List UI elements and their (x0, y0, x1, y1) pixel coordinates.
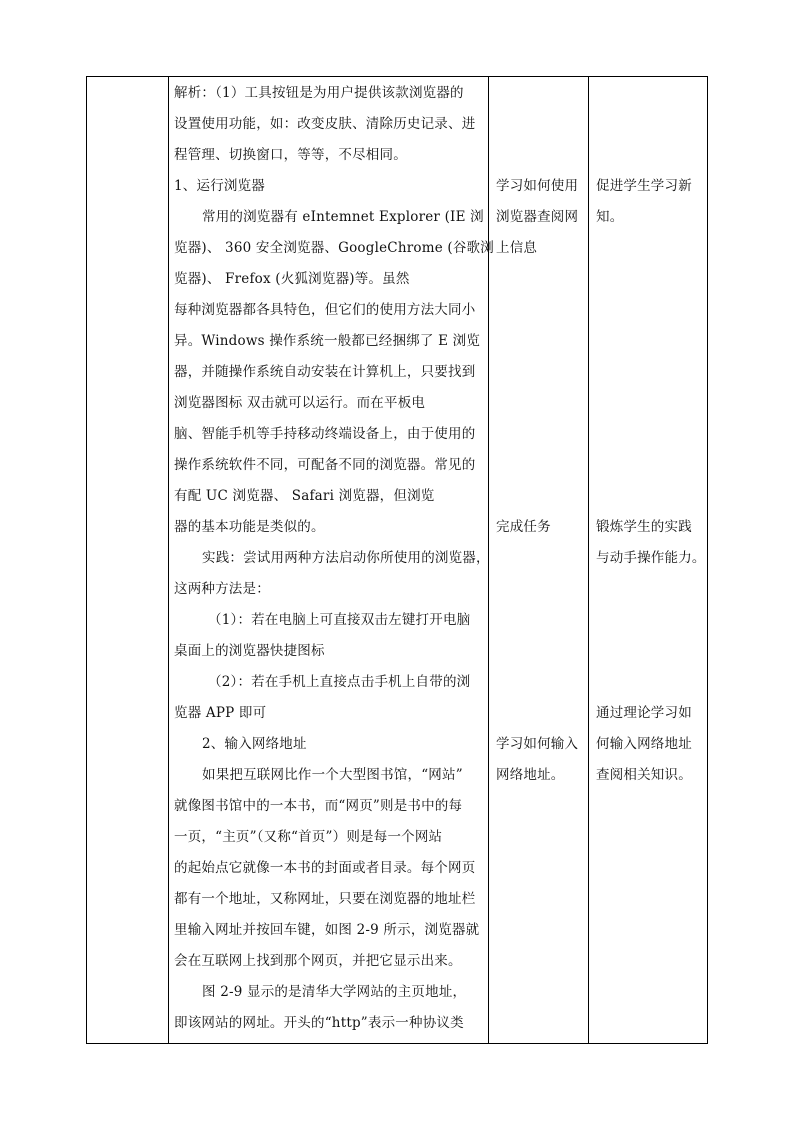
content-line: 一页，“主页”（又称“首页”）则是每一个网站 (174, 829, 443, 845)
content-line: 览器 APP 即可 (174, 705, 267, 721)
intent-line: 促进学生学习新 (596, 178, 692, 194)
content-line: 器的基本功能是类似的。 (174, 519, 325, 535)
content-line: 览器)、 360 安全浏览器、GoogleChrome (谷歌浏 (174, 240, 494, 256)
content-line: 览器)、 Frefox (火狐浏览器)等。虽然 (174, 271, 410, 287)
content-line: 解析：（1）工具按钮是为用户提供该款浏览器的 (174, 85, 464, 101)
content-line: 浏览器图标 双击就可以运行。而在平板电 (174, 395, 426, 411)
activity-line: 学习如何使用 (496, 178, 579, 194)
table-bottom-border (86, 1043, 708, 1044)
content-line: 如果把互联网比作一个大型图书馆，“网站” (202, 767, 463, 783)
content-line: 异。Windows 操作系统一般都已经捆绑了 E 浏览 (174, 333, 481, 349)
content-line: 就像图书馆中的一本书，而“网页”则是书中的每 (174, 798, 463, 814)
activity-line: 学习如何输入 (496, 736, 579, 752)
table-right-border (707, 76, 708, 1044)
content-line: 有配 UC 浏览器、 Safari 浏览器，但浏览 (174, 488, 435, 504)
intent-line: 知。 (596, 209, 624, 225)
content-line: 桌面上的浏览器快捷图标 (174, 643, 325, 659)
activity-line: 完成任务 (496, 519, 551, 535)
intent-line: 查阅相关知识。 (596, 767, 692, 783)
empty-first-column (87, 77, 168, 1043)
content-line: 程管理、切换窗口，等等，不尽相同。 (174, 147, 407, 163)
content-line: 会在互联网上找到那个网页，并把它显示出来。 (174, 953, 462, 969)
content-line: 这两种方法是： (174, 581, 270, 597)
section-heading-input-address: 2、输入网络地址 (202, 736, 307, 752)
intent-line: 何输入网络地址 (596, 736, 692, 752)
content-line: 实践：尝试用两种方法启动你所使用的浏览器， (202, 550, 490, 566)
table-divider-3 (588, 76, 589, 1044)
intent-line: 锻炼学生的实践 (596, 519, 692, 535)
section-heading-run-browser: 1、运行浏览器 (174, 178, 265, 194)
content-line: （1）：若在电脑上可直接双击左键打开电脑 (208, 612, 471, 628)
content-line: 操作系统软件不同，可配备不同的浏览器。常见的 (174, 457, 476, 473)
content-line: 常用的浏览器有 eIntemnet Explorer (IE 浏 (202, 209, 484, 225)
content-line: 里输入网址并按回车键，如图 2-9 所示，浏览器就 (174, 922, 480, 938)
content-line: 设置使用功能，如：改变皮肤、清除历史记录、进 (174, 116, 476, 132)
content-line: 每种浏览器都各具特色，但它们的使用方法大同小 (174, 302, 476, 318)
intent-line: 通过理论学习如 (596, 705, 692, 721)
content-line: 的起始点它就像一本书的封面或者目录。每个网页 (174, 860, 476, 876)
intent-line: 与动手操作能力。 (596, 550, 706, 566)
table-top-border (86, 76, 708, 77)
content-line: 即该网站的网址。开头的“http”表示一种协议类 (174, 1015, 464, 1031)
content-line: 脑、智能手机等手持移动终端设备上，由于使用的 (174, 426, 476, 442)
table-divider-1 (168, 76, 169, 1044)
content-line: 图 2-9 显示的是清华大学网站的主页地址， (202, 984, 467, 1000)
activity-line: 网络地址。 (496, 767, 565, 783)
activity-line: 上信息 (496, 240, 538, 256)
content-line: 器，并随操作系统自动安装在计算机上，只要找到 (174, 364, 476, 380)
content-line: 都有一个地址，又称网址，只要在浏览器的地址栏 (174, 891, 476, 907)
activity-line: 浏览器查阅网 (496, 209, 579, 225)
content-line: （2）：若在手机上直接点击手机上自带的浏 (208, 674, 471, 690)
